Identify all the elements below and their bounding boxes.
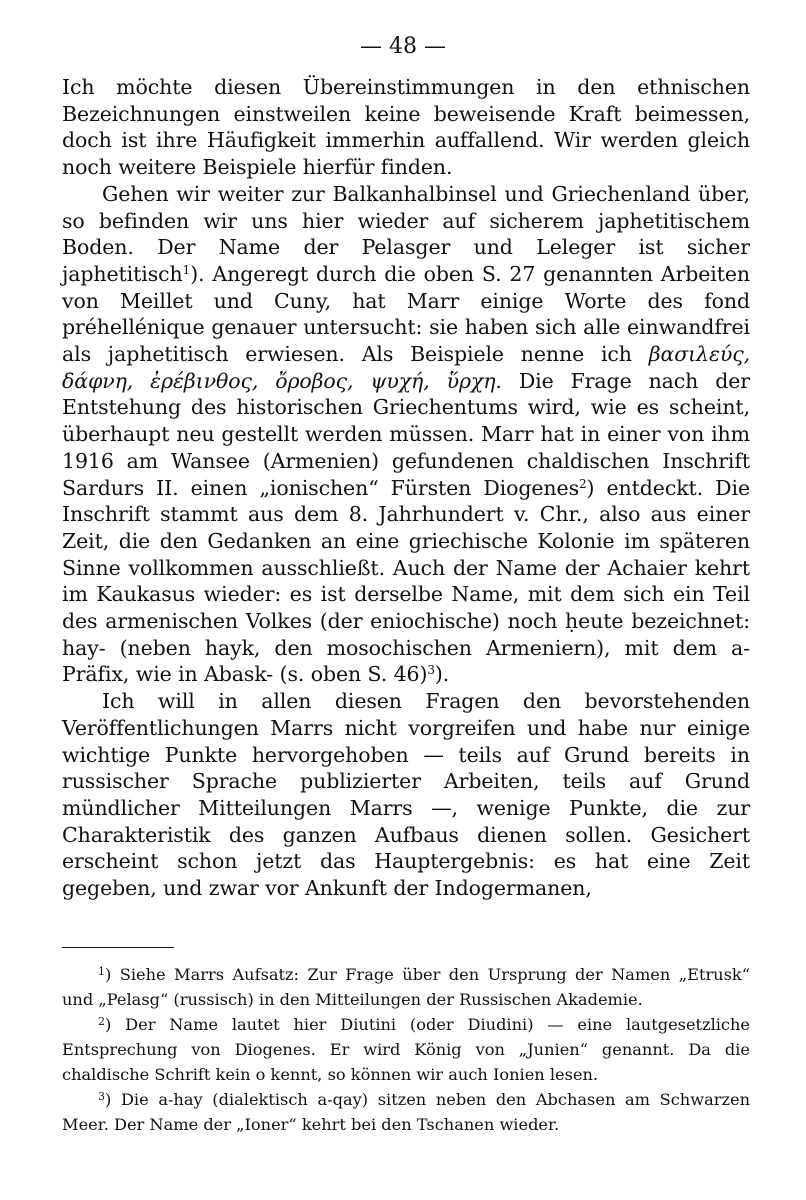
page-number: — 48 —: [360, 34, 446, 59]
paragraph-2: [62, 181, 750, 688]
footnote-2: [62, 1012, 750, 1087]
footnote-ref-1[interactable]: 1: [182, 262, 191, 277]
greek-word-list: βασιλεύς, δάφνη, ἐρέβινθος, ὄροβος, ψυχή, ὕρχη.: [62, 342, 750, 393]
paragraph-2-part-1: Gehen wir weiter zur Balkanhalbinsel und Griechenland über, so befinden wir uns hier wieder auf sicherem japhetitischem Boden. Der Name der Pelasger und Leleger ist sicher japhetitisch: [62, 181, 750, 286]
paragraph-2-part-5: ).: [434, 662, 450, 687]
paragraph-2-part-3: Die Frage nach der Entstehung des historischen Griechentums wird, wie es scheint, überhaupt neu gestellt werden müssen. Marr hat in einer von ihm 1916 am Wansee (Armenien) gefundenen chaldischen Inschrift Sardurs II. einen „ionischen“ Fürsten Diogenes: [62, 368, 750, 500]
footnotes: [62, 962, 750, 1137]
footnote-ref-2[interactable]: 2: [578, 476, 587, 491]
footnote-1-text: ) Siehe Marrs Aufsatz: Zur Frage über den Ursprung der Namen „Etrusk“ und „Pelasg“ (russisch) in den Mitteilungen der Russischen Akademie.: [62, 965, 750, 1009]
footnote-3-mark: 3: [98, 1090, 105, 1103]
footnote-2-text: ) Der Name lautet hier Diutini (oder Diudini) — eine lautgesetzliche Entsprechung von Diogenes. Er wird König von „Junien“ genannt. Da die chaldische Schrift kein o kennt, so können wir auch Ionien lesen.: [62, 1015, 750, 1084]
footnote-ref-3[interactable]: 3: [427, 663, 435, 678]
paragraph-3: Ich will in allen diesen Fragen den bevorstehenden Veröffentlichungen Marrs nicht vorgreifen und habe nur einige wichtige Punkte hervorgehoben — teils auf Grund bereits in russischer Sprache publizierter Arbeiten, teils auf Grund mündlicher Mitteilungen Marrs —, wenige Punkte, die zur Charakteristik des ganzen Aufbaus dienen sollen. Gesichert erscheint schon jetzt das Hauptergebnis: es hat eine Zeit gegeben, und zwar vor Ankunft der Indogermanen,: [62, 689, 750, 901]
footnote-3: [62, 1087, 750, 1137]
footnote-3-text: ) Die a-hay (dialektisch a-qay) sitzen neben den Abchasen am Schwarzen Meer. Der Name der „Ioner“ kehrt bei den Tschanen wieder.: [62, 1090, 750, 1134]
footnote-2-mark: 2: [98, 1015, 105, 1028]
footnote-1-mark: 1: [98, 965, 105, 978]
paragraph-2-part-4: ) entdeckt. Die Inschrift stammt aus dem 8. Jahrhundert v. Chr., also aus einer Zeit, die den Gedanken an eine griechische Kolonie im späteren Sinne vollkommen ausschließt. Auch der Name der Achaier kehrt im Kaukasus wieder: es ist derselbe Name, mit dem sich ein Teil des armenischen Volkes (der eniochische) noch ḥeute bezeichnet: hay- (neben hayk, den mosochischen Armeniern), mit dem a-Präfix, wie in Abask- (s. oben S. 46): [62, 475, 750, 687]
footnote-divider: [62, 947, 174, 948]
paragraph-1: Ich möchte diesen Übereinstimmungen in den ethnischen Bezeichnungen einstweilen keine beweisende Kraft beimessen, doch ist ihre Häufigkeit immerhin auffallend. Wir werden gleich noch weitere Beispiele hierfür finden.: [62, 75, 750, 180]
paragraph-2-part-2: ). Angeregt durch die oben S. 27 genannten Arbeiten von Meillet und Cuny, hat Marr einige Worte des fond préhellénique genauer untersucht: sie haben sich alle einwandfrei als japhetitisch erwiesen. Als Beispiele nenne ich: [62, 261, 750, 367]
footnote-1: [62, 962, 750, 1012]
body-text: [62, 74, 750, 902]
